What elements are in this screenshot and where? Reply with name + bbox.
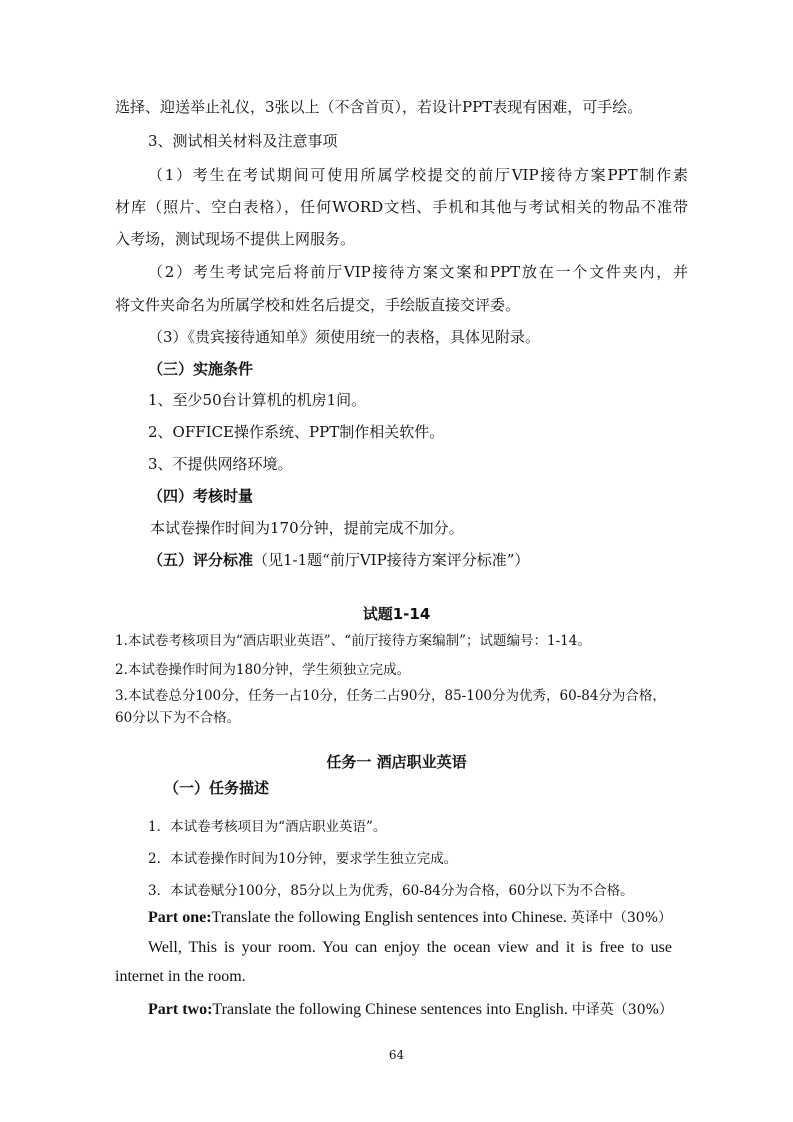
body-line: 材库（照片、空白表格），任何WORD文档、手机和其他与考试相关的物品不准带 xyxy=(115,198,688,216)
body-line: 60分以下为不合格。 xyxy=(115,710,241,726)
part-one-label: Part one: xyxy=(148,909,212,926)
body-line: （2）考生考试完后将前厅VIP接待方案文案和PPT放在一个文件夹内，并 xyxy=(148,263,688,281)
body-line: 2.本试卷操作时间为180分钟，学生须独立完成。 xyxy=(115,662,411,678)
english-sentence: Well, This is your room. You can enjoy the ocean view and it is free to use xyxy=(148,939,672,956)
section-heading: （一）任务描述 xyxy=(164,779,270,797)
section-heading-line xyxy=(148,550,529,570)
body-line: 选择、迎送举止礼仪，3张以上（不含首页），若设计PPT表现有困难，可手绘。 xyxy=(115,98,643,116)
question-title: 试题1-14 xyxy=(362,605,431,623)
body-line: 2、OFFICE操作系统、PPT制作相关软件。 xyxy=(148,423,445,441)
part-two-label: Part two: xyxy=(148,1001,213,1018)
body-line: 入考场，测试现场不提供上网服务。 xyxy=(115,230,356,248)
section-heading: （三）实施条件 xyxy=(148,360,254,378)
body-line: （1）考生在考试期间可使用所属学校提交的前厅VIP接待方案PPT制作素 xyxy=(148,166,688,184)
task-title: 任务一 酒店职业英语 xyxy=(326,753,467,771)
section-heading: （五）评分标准 xyxy=(148,551,254,569)
body-line: 2．本试卷操作时间为10分钟，要求学生独立完成。 xyxy=(148,851,458,867)
body-line: 1．本试卷考核项目为“酒店职业英语”。 xyxy=(148,819,387,835)
page-number: 64 xyxy=(388,1048,405,1062)
body-line: 1.本试卷考核项目为“酒店职业英语”、“前厅接待方案编制”；试题编号：1-14。 xyxy=(115,633,591,649)
english-sentence: internet in the room. xyxy=(115,968,246,985)
item-heading: 3、测试相关材料及注意事项 xyxy=(148,132,338,150)
body-line: 3、不提供网络环境。 xyxy=(148,455,293,473)
body-line: 将文件夹命名为所属学校和姓名后提交，手绘版直接交评委。 xyxy=(115,296,521,314)
part-two-score: 中译英（30%） xyxy=(571,1002,673,1018)
body-line: 1、至少50台计算机的机房1间。 xyxy=(148,391,367,409)
part-one-text: Translate the following English sentences into Chinese. xyxy=(211,909,571,926)
body-text: （见1-1题“前厅VIP接待方案评分标准”） xyxy=(253,551,530,569)
body-line: 3.本试卷总分100分，任务一占10分，任务二占90分，85-100分为优秀，60-84分为合格， xyxy=(115,688,666,704)
part-two-line xyxy=(148,1000,673,1020)
body-line: 3．本试卷赋分100分，85分以上为优秀，60-84分为合格，60分以下为不合格。 xyxy=(148,883,634,899)
part-one-score: 英译中（30%） xyxy=(570,910,673,926)
part-two-text: Translate the following Chinese sentences into English. xyxy=(212,1001,572,1018)
part-one-line xyxy=(148,908,672,928)
body-line: （3）《贵宾接待通知单》须使用统一的表格，具体见附录。 xyxy=(148,328,541,346)
body-line: 本试卷操作时间为170分钟，提前完成不加分。 xyxy=(150,519,464,537)
section-heading: （四）考核时量 xyxy=(148,487,254,505)
